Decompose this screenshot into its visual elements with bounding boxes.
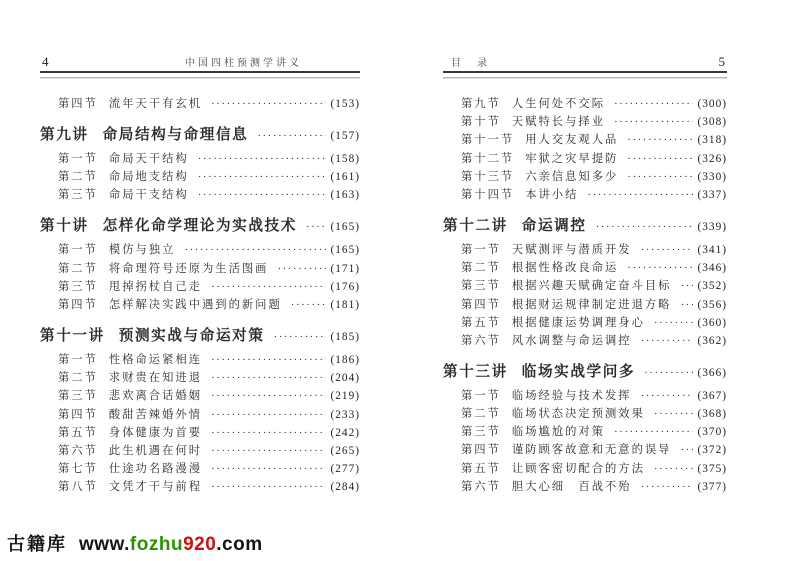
toc-leader-dots <box>277 262 325 277</box>
toc-page-right <box>443 54 727 498</box>
toc-entry-pagenum: (356) <box>697 298 727 311</box>
watermark-library-label: 古籍库 <box>7 534 67 554</box>
toc-entry-title: 本讲小结 <box>525 188 579 201</box>
toc-entry-pagenum: (158) <box>330 153 360 165</box>
toc-entry-pagenum: (176) <box>330 280 360 293</box>
toc-entry-title: 甩掉拐杖自己走 <box>108 280 202 293</box>
toc-entry-title: 性格命运紧相连 <box>108 353 202 366</box>
toc-entry-title: 命局干支结构 <box>108 189 189 202</box>
toc-entry-chapter <box>40 326 360 347</box>
toc-entry-title: 求财贵在知进退 <box>108 372 202 385</box>
toc-entry-section <box>40 462 360 477</box>
toc-entry-pagenum: (330) <box>697 170 727 183</box>
toc-entry-title: 牢狱之灾早提防 <box>525 152 619 165</box>
toc-entry-section <box>40 280 360 295</box>
toc-entry-pagenum: (367) <box>697 389 727 402</box>
toc-entry-section <box>40 480 360 495</box>
toc-entry-section <box>40 152 360 167</box>
toc-leader-dots <box>211 444 326 459</box>
toc-entry-label: 第二节 <box>58 262 98 275</box>
toc-entry-section <box>443 152 727 167</box>
toc-entry-chapter <box>443 362 727 383</box>
watermark-url-red: 920 <box>183 534 217 555</box>
toc-leader-dots <box>627 170 692 185</box>
toc-leader-dots <box>627 261 692 276</box>
toc-entry-title: 让顾客密切配合的方法 <box>511 462 645 475</box>
page-header-left <box>40 54 360 69</box>
toc-leader-dots <box>641 243 693 258</box>
toc-leader-dots <box>680 298 692 313</box>
toc-entry-pagenum: (277) <box>330 463 360 476</box>
toc-leader-dots <box>680 279 692 294</box>
toc-entry-label: 第十一讲 <box>40 327 105 344</box>
toc-list-right <box>443 77 727 495</box>
toc-entry-pagenum: (153) <box>330 98 360 110</box>
toc-leader-dots <box>274 327 326 347</box>
toc-entry-pagenum: (161) <box>330 171 360 184</box>
toc-leader-dots <box>306 217 326 237</box>
watermark-url-com: .com <box>216 534 263 555</box>
toc-entry-pagenum: (300) <box>697 98 727 110</box>
toc-entry-section <box>443 389 727 404</box>
toc-entry-title: 人生何处不交际 <box>511 98 605 110</box>
toc-entry-pagenum: (339) <box>697 220 727 233</box>
toc-leader-dots <box>680 443 692 458</box>
toc-entry-label: 第四节 <box>461 444 501 457</box>
toc-entry-section <box>40 262 360 277</box>
toc-entry-title: 六亲信息知多少 <box>525 170 619 183</box>
toc-entry-pagenum: (171) <box>330 262 360 275</box>
toc-entry-label: 第十二节 <box>461 152 515 165</box>
toc-entry-title: 根据健康运势调理身心 <box>511 316 645 329</box>
toc-entry-pagenum: (346) <box>697 262 727 275</box>
toc-leader-dots <box>198 170 326 185</box>
toc-entry-label: 第三节 <box>461 426 501 439</box>
toc-entry-pagenum: (360) <box>697 316 727 329</box>
toc-entry-label: 第九节 <box>461 98 501 110</box>
toc-leader-dots <box>596 217 693 237</box>
toc-leader-dots <box>654 316 693 331</box>
toc-entry-label: 第六节 <box>461 480 501 493</box>
toc-entry-title: 天赋测评与潜质开发 <box>511 243 632 256</box>
toc-entry-title: 胆大心细 百战不殆 <box>511 480 632 493</box>
toc-entry-label: 第四节 <box>58 298 98 311</box>
toc-leader-dots <box>211 353 326 368</box>
toc-entry-label: 第十四节 <box>461 188 515 201</box>
toc-entry-label: 第五节 <box>461 462 501 475</box>
toc-entry-section <box>40 444 360 459</box>
toc-leader-dots <box>644 363 692 383</box>
toc-entry-pagenum: (372) <box>697 444 727 457</box>
watermark <box>7 530 263 556</box>
toc-entry-label: 第七节 <box>58 463 98 476</box>
toc-entry-label: 第三节 <box>461 280 501 293</box>
toc-leader-dots <box>627 133 692 148</box>
toc-entry-title: 风水调整与命运调控 <box>511 334 632 347</box>
toc-entry-section <box>40 389 360 404</box>
toc-entry-label: 第八节 <box>58 481 98 494</box>
toc-entry-section <box>443 480 727 495</box>
toc-entry-section <box>40 426 360 441</box>
toc-entry-label: 第十二讲 <box>443 217 508 234</box>
toc-entry-label: 第五节 <box>461 316 501 329</box>
toc-entry-label: 第五节 <box>58 426 98 439</box>
toc-entry-section <box>40 298 360 313</box>
toc-entry-label: 第九讲 <box>40 127 89 143</box>
toc-entry-pagenum: (265) <box>330 444 360 457</box>
toc-entry-section <box>40 188 360 203</box>
toc-entry-pagenum: (352) <box>697 280 727 293</box>
toc-entry-label: 第三节 <box>58 280 98 293</box>
toc-entry-title: 预测实战与命运对策 <box>118 327 265 344</box>
toc-entry-title: 根据性格改良命运 <box>511 262 619 275</box>
toc-entry-section <box>443 243 727 258</box>
toc-entry-pagenum: (181) <box>330 298 360 311</box>
toc-entry-title: 天赋特长与择业 <box>511 116 605 129</box>
toc-leader-dots <box>641 480 693 495</box>
toc-entry-label: 第十一节 <box>461 134 515 147</box>
toc-entry-section <box>40 371 360 386</box>
toc-entry-label: 第二节 <box>58 171 98 184</box>
toc-entry-title: 怎样化命学理论为实战技术 <box>102 218 297 235</box>
toc-leader-dots <box>291 298 326 313</box>
toc-entry-section <box>40 408 360 423</box>
toc-entry-pagenum: (165) <box>330 244 360 257</box>
toc-leader-dots <box>627 152 692 167</box>
toc-entry-pagenum: (341) <box>697 243 727 256</box>
toc-entry-label: 第十三节 <box>461 170 515 183</box>
toc-leader-dots <box>198 152 326 167</box>
toc-entry-title: 怎样解决实践中遇到的新问题 <box>108 298 282 311</box>
toc-entry-section <box>443 170 727 185</box>
page-number-right: 5 <box>718 54 725 69</box>
toc-leader-dots <box>211 408 326 423</box>
toc-leader-dots <box>587 188 692 203</box>
toc-entry-pagenum: (233) <box>330 408 360 421</box>
toc-entry-section <box>443 316 727 331</box>
toc-leader-dots <box>654 462 693 477</box>
toc-entry-pagenum: (362) <box>697 334 727 347</box>
toc-entry-label: 第一节 <box>461 389 501 402</box>
toc-entry-pagenum: (165) <box>330 221 360 234</box>
toc-entry-title: 根据财运规律制定进退方略 <box>511 298 672 311</box>
toc-entry-title: 将命理符号还原为生活图画 <box>108 262 269 275</box>
toc-entry-label: 第六节 <box>58 444 98 457</box>
toc-entry-label: 第三节 <box>58 189 98 202</box>
toc-entry-section <box>40 243 360 258</box>
toc-entry-label: 第一节 <box>461 243 501 256</box>
toc-entry-title: 此生机遇在何时 <box>108 444 202 457</box>
toc-list-left <box>40 77 360 495</box>
toc-leader-dots <box>211 426 326 441</box>
toc-entry-section <box>443 97 727 112</box>
toc-entry-section <box>443 462 727 477</box>
toc-leader-dots <box>614 97 693 112</box>
toc-entry-label: 第四节 <box>461 298 501 311</box>
toc-entry-label: 第二节 <box>461 262 501 275</box>
toc-entry-label: 第一节 <box>58 353 98 366</box>
toc-entry-pagenum: (377) <box>697 480 727 493</box>
toc-entry-label: 第一节 <box>58 153 98 165</box>
running-head-right: 目 录 <box>451 58 490 69</box>
toc-entry-label: 第四节 <box>58 98 98 110</box>
toc-entry-title: 命运调控 <box>521 217 587 234</box>
page-number-left: 4 <box>42 54 49 69</box>
toc-leader-dots <box>211 97 326 112</box>
toc-leader-dots <box>641 334 693 349</box>
toc-entry-pagenum: (219) <box>330 390 360 403</box>
toc-entry-title: 临场经验与技术发挥 <box>511 389 632 402</box>
toc-entry-pagenum: (284) <box>330 481 360 494</box>
toc-entry-label: 第三节 <box>58 390 98 403</box>
toc-leader-dots <box>211 480 326 495</box>
toc-entry-title: 身体健康为首要 <box>108 426 202 439</box>
toc-entry-title: 命局地支结构 <box>108 171 189 184</box>
toc-entry-pagenum: (326) <box>697 152 727 165</box>
toc-entry-pagenum: (157) <box>330 130 360 142</box>
toc-entry-label: 第四节 <box>58 408 98 421</box>
toc-entry-pagenum: (337) <box>697 188 727 201</box>
toc-leader-dots <box>614 425 693 440</box>
toc-entry-pagenum: (366) <box>697 366 727 379</box>
toc-entry-chapter <box>40 125 360 146</box>
toc-entry-label: 第二节 <box>461 408 501 421</box>
toc-entry-title: 用人交友观人品 <box>525 134 619 147</box>
toc-entry-title: 临场实战学问多 <box>521 363 636 380</box>
toc-entry-title: 悲欢离合话婚姻 <box>108 390 202 403</box>
toc-entry-label: 第十三讲 <box>443 363 508 380</box>
toc-entry-section <box>443 115 727 130</box>
toc-entry-section <box>40 97 360 112</box>
toc-entry-title: 命局结构与命理信息 <box>102 127 249 143</box>
toc-leader-dots <box>211 371 326 386</box>
toc-entry-pagenum: (318) <box>697 134 727 147</box>
toc-leader-dots <box>211 389 326 404</box>
toc-entry-pagenum: (375) <box>697 462 727 475</box>
toc-entry-title: 模仿与独立 <box>108 244 176 257</box>
toc-leader-dots <box>198 188 326 203</box>
toc-leader-dots <box>641 389 693 404</box>
toc-entry-section <box>443 334 727 349</box>
toc-page-left <box>40 54 360 498</box>
page-header-right <box>443 54 727 69</box>
toc-entry-chapter <box>40 216 360 237</box>
toc-leader-dots <box>211 280 326 295</box>
toc-entry-title: 仕途功名路漫漫 <box>108 463 202 476</box>
toc-entry-pagenum: (308) <box>697 116 727 129</box>
toc-entry-section <box>40 353 360 368</box>
toc-entry-pagenum: (163) <box>330 189 360 202</box>
toc-leader-dots <box>184 243 325 258</box>
toc-entry-title: 流年天干有玄机 <box>108 98 202 110</box>
toc-leader-dots <box>211 462 326 477</box>
toc-entry-label: 第十讲 <box>40 218 89 235</box>
toc-entry-title: 命局天干结构 <box>108 153 189 165</box>
toc-entry-section <box>443 407 727 422</box>
toc-leader-dots <box>654 407 693 422</box>
toc-entry-chapter <box>443 216 727 237</box>
toc-entry-pagenum: (204) <box>330 372 360 385</box>
toc-entry-pagenum: (186) <box>330 353 360 366</box>
watermark-url-www: www. <box>79 534 130 555</box>
toc-entry-label: 第十节 <box>461 116 501 129</box>
toc-entry-title: 酸甜苦辣婚外情 <box>108 408 202 421</box>
toc-leader-dots <box>614 115 693 130</box>
toc-entry-section <box>443 298 727 313</box>
toc-entry-title: 根据兴趣天赋确定奋斗目标 <box>511 280 672 293</box>
toc-entry-label: 第一节 <box>58 244 98 257</box>
toc-entry-title: 临场状态决定预测效果 <box>511 408 645 421</box>
toc-entry-section <box>443 188 727 203</box>
toc-entry-label: 第二节 <box>58 372 98 385</box>
watermark-url-green: fozhu <box>129 534 184 555</box>
toc-entry-title: 谨防顾客故意和无意的误导 <box>511 444 672 457</box>
toc-entry-section <box>443 425 727 440</box>
toc-entry-section <box>443 133 727 148</box>
running-head-left: 中国四柱预测学讲义 <box>185 58 302 69</box>
toc-leader-dots <box>257 126 325 146</box>
toc-entry-section <box>443 279 727 294</box>
toc-entry-section <box>40 170 360 185</box>
toc-entry-label: 第六节 <box>461 334 501 347</box>
toc-entry-section <box>443 443 727 458</box>
toc-entry-title: 文凭才干与前程 <box>108 481 202 494</box>
toc-entry-section <box>443 261 727 276</box>
toc-entry-pagenum: (368) <box>697 408 727 421</box>
toc-entry-pagenum: (370) <box>697 426 727 439</box>
toc-entry-title: 临场尴尬的对策 <box>511 426 605 439</box>
toc-entry-pagenum: (185) <box>330 330 360 343</box>
toc-entry-pagenum: (242) <box>330 426 360 439</box>
